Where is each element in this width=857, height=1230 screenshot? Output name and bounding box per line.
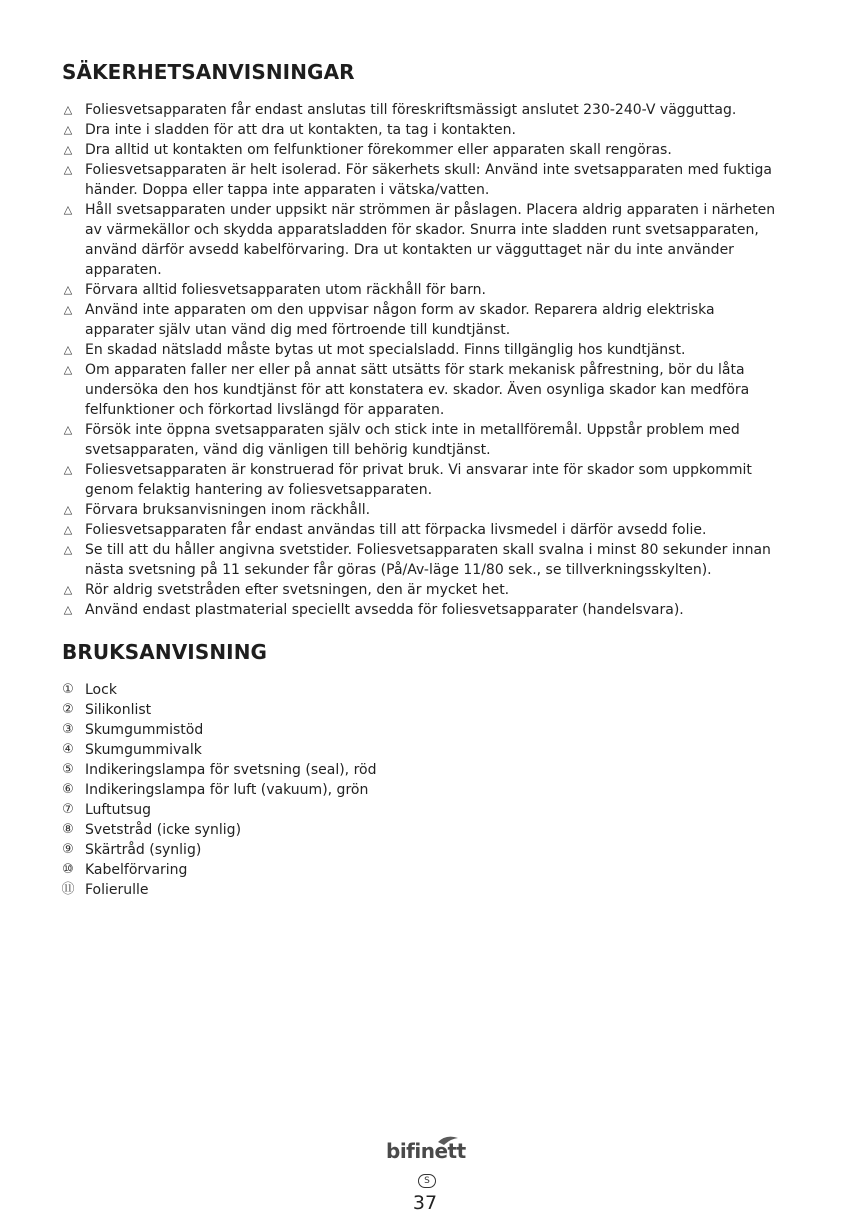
- part-number: ⑤: [62, 762, 74, 777]
- part-number: ⑧: [62, 822, 74, 837]
- part-number: ⑨: [62, 842, 74, 857]
- safety-item: [60, 340, 785, 360]
- language-badge: S: [418, 1174, 436, 1188]
- part-item: [60, 820, 560, 840]
- part-label: Lock: [85, 682, 117, 698]
- warning-triangle-icon: △: [63, 603, 73, 616]
- warning-triangle-icon: △: [63, 583, 73, 596]
- warning-triangle-icon: △: [63, 463, 73, 476]
- part-label: Skumgummistöd: [85, 722, 204, 738]
- safety-item: [60, 280, 785, 300]
- safety-item-text: Förvara bruksanvisningen inom räckhåll.: [85, 502, 371, 518]
- part-number: ⑦: [62, 802, 74, 817]
- safety-item: [60, 300, 785, 340]
- part-label: Kabelförvaring: [85, 862, 188, 878]
- safety-heading: SÄKERHETSANVISNINGAR: [62, 60, 355, 84]
- safety-item-text: Foliesvetsapparaten får endast anslutas till föreskriftsmässigt anslutet 230-240-V vägguttag.: [85, 102, 737, 118]
- safety-item: [60, 200, 785, 280]
- warning-triangle-icon: △: [63, 363, 73, 376]
- safety-item-text: Foliesvetsapparaten är konstruerad för privat bruk. Vi ansvarar inte för skador som uppkommit genom felaktig hantering av foliesvetsapparaten.: [85, 462, 752, 498]
- part-item: [60, 680, 560, 700]
- warning-triangle-icon: △: [63, 303, 73, 316]
- parts-list: [60, 680, 560, 900]
- safety-item: [60, 120, 785, 140]
- warning-triangle-icon: △: [63, 343, 73, 356]
- part-label: Skärtråd (synlig): [85, 842, 202, 858]
- part-number: ⑪: [61, 882, 75, 897]
- safety-item-text: Dra alltid ut kontakten om felfunktioner förekommer eller apparaten skall rengöras.: [85, 142, 672, 158]
- safety-item-text: Försök inte öppna svetsapparaten själv och stick inte in metallföremål. Uppstår problem med svetsapparaten, vänd dig vänligen till behörig kundtjänst.: [85, 422, 740, 458]
- part-label: Silikonlist: [85, 702, 152, 718]
- usage-heading: BRUKSANVISNING: [62, 640, 268, 664]
- warning-triangle-icon: △: [63, 123, 73, 136]
- warning-triangle-icon: △: [63, 103, 73, 116]
- part-item: [60, 840, 560, 860]
- safety-item-text: Rör aldrig svetstråden efter svetsningen, den är mycket het.: [85, 582, 510, 598]
- page-number: 37: [412, 1192, 438, 1214]
- warning-triangle-icon: △: [63, 163, 73, 176]
- safety-item: [60, 600, 785, 620]
- part-number: ④: [62, 742, 74, 757]
- safety-item-text: Foliesvetsapparaten är helt isolerad. För säkerhets skull: Använd inte svetsapparaten med fuktiga händer. Doppa eller tappa inte apparaten i vätska/vatten.: [85, 162, 772, 198]
- part-item: [60, 880, 560, 900]
- safety-item-text: Se till att du håller angivna svetstider. Foliesvetsapparaten skall svalna i minst 80 sekunder innan nästa svetsning på 11 sekunder får göras (På/Av-läge 11/80 sek., se tillverkningsskylten).: [85, 542, 771, 578]
- safety-item: [60, 100, 785, 120]
- warning-triangle-icon: △: [63, 283, 73, 296]
- safety-item-text: Dra inte i sladden för att dra ut kontakten, ta tag i kontakten.: [85, 122, 516, 138]
- safety-item-text: Håll svetsapparaten under uppsikt när strömmen är påslagen. Placera aldrig apparaten i närheten av värmekällor och skydda apparatsladden för skador. Snurra inte sladden runt svetsapparaten, använd därför avsedd kabelförvaring. Dra ut kontakten ur vägguttaget när du inte använder apparaten.: [85, 202, 776, 278]
- safety-list: [60, 100, 785, 620]
- part-label: Svetstråd (icke synlig): [85, 822, 242, 838]
- part-number: ⑩: [62, 862, 74, 877]
- part-label: Luftutsug: [85, 802, 152, 818]
- safety-item: [60, 520, 785, 540]
- part-label: Skumgummivalk: [85, 742, 202, 758]
- safety-item-text: Använd inte apparaten om den uppvisar någon form av skador. Reparera aldrig elektriska apparater själv utan vänd dig med förtroende till kundtjänst.: [85, 302, 715, 338]
- safety-item: [60, 460, 785, 500]
- safety-item: [60, 360, 785, 420]
- part-item: [60, 800, 560, 820]
- logo-text: bifinett: [386, 1139, 466, 1163]
- part-item: [60, 780, 560, 800]
- part-number: ①: [62, 682, 74, 697]
- safety-item-text: En skadad nätsladd måste bytas ut mot specialsladd. Finns tillgänglig hos kundtjänst.: [85, 342, 686, 358]
- safety-item-text: Om apparaten faller ner eller på annat sätt utsätts för stark mekanisk påfrestning, bör du låta undersöka den hos kundtjänst för att konstatera ev. skador. Även osynliga skador kan medföra felfunktioner och förkortad livslängd för apparaten.: [85, 362, 750, 418]
- part-item: [60, 760, 560, 780]
- part-number: ③: [62, 722, 74, 737]
- part-item: [60, 740, 560, 760]
- warning-triangle-icon: △: [63, 143, 73, 156]
- warning-triangle-icon: △: [63, 423, 73, 436]
- safety-item: [60, 580, 785, 600]
- part-number: ②: [62, 702, 74, 717]
- safety-item: [60, 420, 785, 460]
- part-item: [60, 700, 560, 720]
- safety-item-text: Foliesvetsapparaten får endast användas till att förpacka livsmedel i därför avsedd folie.: [85, 522, 707, 538]
- safety-item: [60, 160, 785, 200]
- warning-triangle-icon: △: [63, 203, 73, 216]
- warning-triangle-icon: △: [63, 543, 73, 556]
- part-label: Indikeringslampa för svetsning (seal), röd: [85, 762, 377, 778]
- safety-item: [60, 500, 785, 520]
- warning-triangle-icon: △: [63, 503, 73, 516]
- part-label: Indikeringslampa för luft (vakuum), grön: [85, 782, 369, 798]
- part-item: [60, 860, 560, 880]
- safety-item-text: Förvara alltid foliesvetsapparaten utom räckhåll för barn.: [85, 282, 486, 298]
- warning-triangle-icon: △: [63, 523, 73, 536]
- part-label: Folierulle: [85, 882, 149, 898]
- safety-item-text: Använd endast plastmaterial speciellt avsedda för foliesvetsapparater (handelsvara).: [85, 602, 684, 618]
- bifinett-logo: [386, 1136, 476, 1168]
- part-item: [60, 720, 560, 740]
- safety-item: [60, 540, 785, 580]
- safety-item: [60, 140, 785, 160]
- part-number: ⑥: [62, 782, 74, 797]
